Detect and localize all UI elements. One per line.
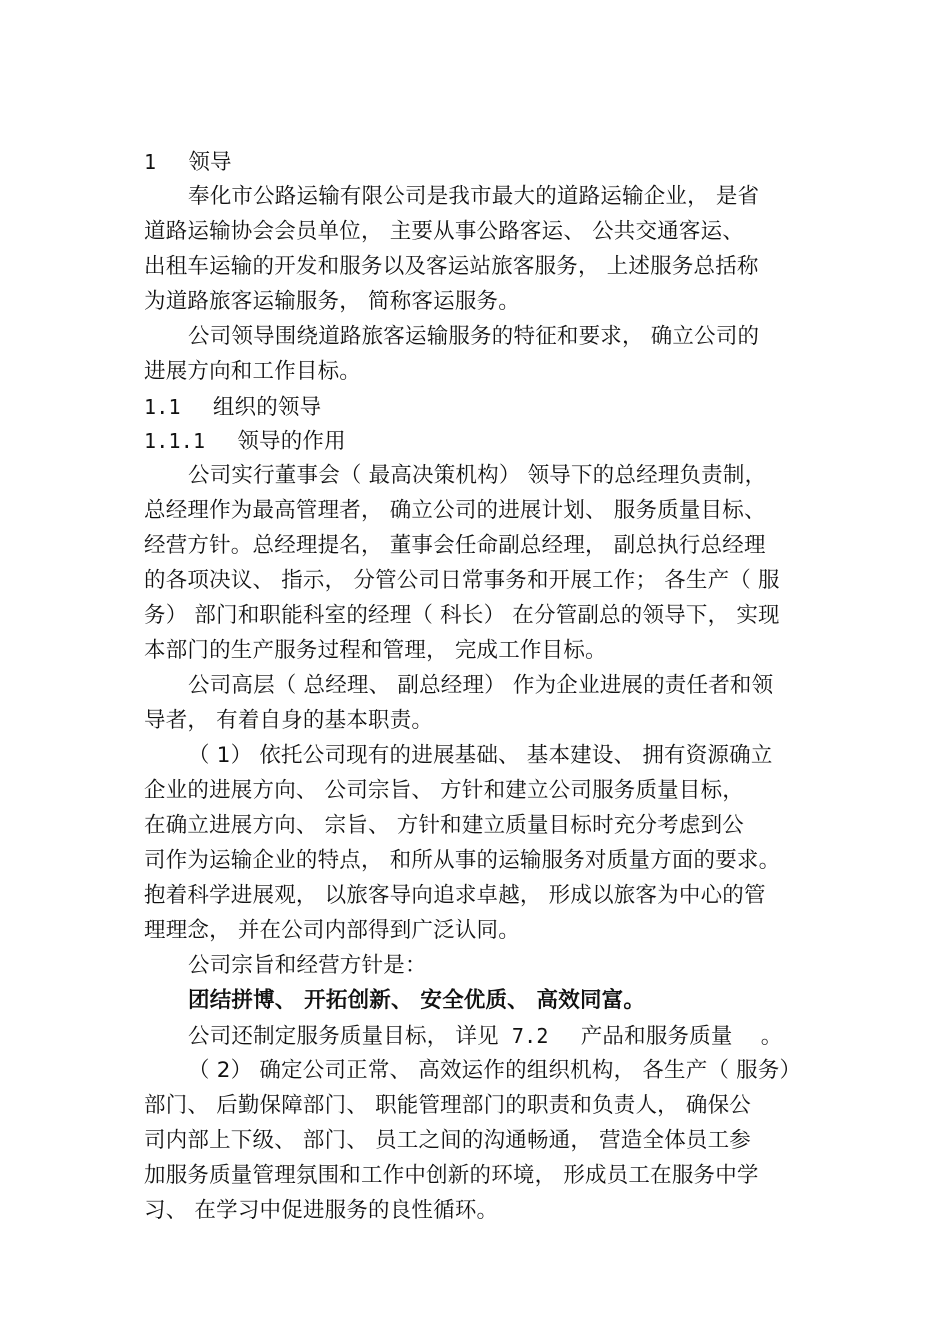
paragraph-line: 的各项决议、 指示， 分管公司日常事务和开展工作； 各生产（ 服 xyxy=(144,568,780,593)
paragraph-line: 经营方针。总经理提名， 董事会任命副总经理， 副总执行总经理 xyxy=(144,533,766,558)
paragraph-line: 习、 在学习中促进服务的良性循环。 xyxy=(144,1198,499,1223)
paragraph-line: 公司实行董事会（ 最高决策机构） 领导下的总经理负责制， xyxy=(188,463,767,488)
reference-title: 产品和服务质量 xyxy=(580,1024,733,1049)
paragraph-line: 加服务质量管理氛围和工作中创新的环境， 形成员工在服务中学 xyxy=(144,1163,759,1188)
paragraph-line: 进展方向和工作目标。 xyxy=(144,359,362,384)
paragraph-line: 抱着科学进展观， 以旅客导向追求卓越， 形成以旅客为中心的管 xyxy=(144,883,766,908)
heading-2 xyxy=(144,390,321,425)
reference-end: 。 xyxy=(760,1024,783,1049)
paragraph-line: 公司高层（ 总经理、 副总经理） 作为企业进展的责任者和领 xyxy=(188,673,774,698)
paragraph-line: （ 1） 依托公司现有的进展基础、 基本建设、 拥有资源确立 xyxy=(188,743,773,768)
heading-1 xyxy=(144,145,232,180)
paragraph-line: 本部门的生产服务过程和管理， 完成工作目标。 xyxy=(144,638,607,663)
quality-target-reference xyxy=(188,1019,782,1054)
paragraph-line: 司作为运输企业的特点， 和所从事的运输服务对质量方面的要求。 xyxy=(144,848,781,873)
paragraph-line: 奉化市公路运输有限公司是我市最大的道路运输企业， 是省 xyxy=(188,184,760,209)
paragraph-line: 导者， 有着自身的基本职责。 xyxy=(144,708,434,733)
heading-2-number: 1.1 xyxy=(144,395,181,419)
paragraph-line: 企业的进展方向、 公司宗旨、 方针和建立公司服务质量目标， xyxy=(144,778,744,803)
paragraph-line: 务） 部门和职能科室的经理（ 科长） 在分管副总的领导下， 实现 xyxy=(144,603,780,628)
heading-1-number: 1 xyxy=(144,150,157,174)
heading-2-title: 组织的领导 xyxy=(212,395,322,420)
reference-number: 7.2 xyxy=(511,1024,549,1048)
paragraph-line: 部门、 后勤保障部门、 职能管理部门的职责和负责人， 确保公 xyxy=(144,1093,752,1118)
paragraph-line: 司内部上下级、 部门、 员工之间的沟通畅通， 营造全体员工参 xyxy=(144,1128,752,1153)
paragraph-line: 在确立进展方向、 宗旨、 方针和建立质量目标时充分考虑到公 xyxy=(144,813,744,838)
paragraph-line: 公司宗旨和经营方针是： xyxy=(188,953,427,978)
heading-3 xyxy=(144,424,346,459)
heading-3-title: 领导的作用 xyxy=(237,429,346,454)
paragraph-line: 为道路旅客运输服务， 简称客运服务。 xyxy=(144,289,520,314)
paragraph-line: 理理念， 并在公司内部得到广泛认同。 xyxy=(144,918,520,943)
paragraph-line: 公司领导围绕道路旅客运输服务的特征和要求， 确立公司的 xyxy=(188,324,760,349)
paragraph-line: 道路运输协会会员单位， 主要从事公路客运、 公共交通客运、 xyxy=(144,219,744,244)
paragraph-line: 出租车运输的开发和服务以及客运站旅客服务， 上述服务总括称 xyxy=(144,254,759,279)
paragraph-line: （ 2） 确定公司正常、 高效运作的组织机构， 各生产（ 服务） xyxy=(188,1058,802,1083)
reference-text: 公司还制定服务质量目标， 详见 xyxy=(188,1024,499,1049)
heading-1-title: 领导 xyxy=(188,150,232,175)
paragraph-line: 总经理作为最高管理者， 确立公司的进展计划、 服务质量目标、 xyxy=(144,498,766,523)
heading-3-number: 1.1.1 xyxy=(144,429,206,453)
company-motto: 团结拼博、 开拓创新、 安全优质、 高效同富。 xyxy=(188,988,646,1013)
